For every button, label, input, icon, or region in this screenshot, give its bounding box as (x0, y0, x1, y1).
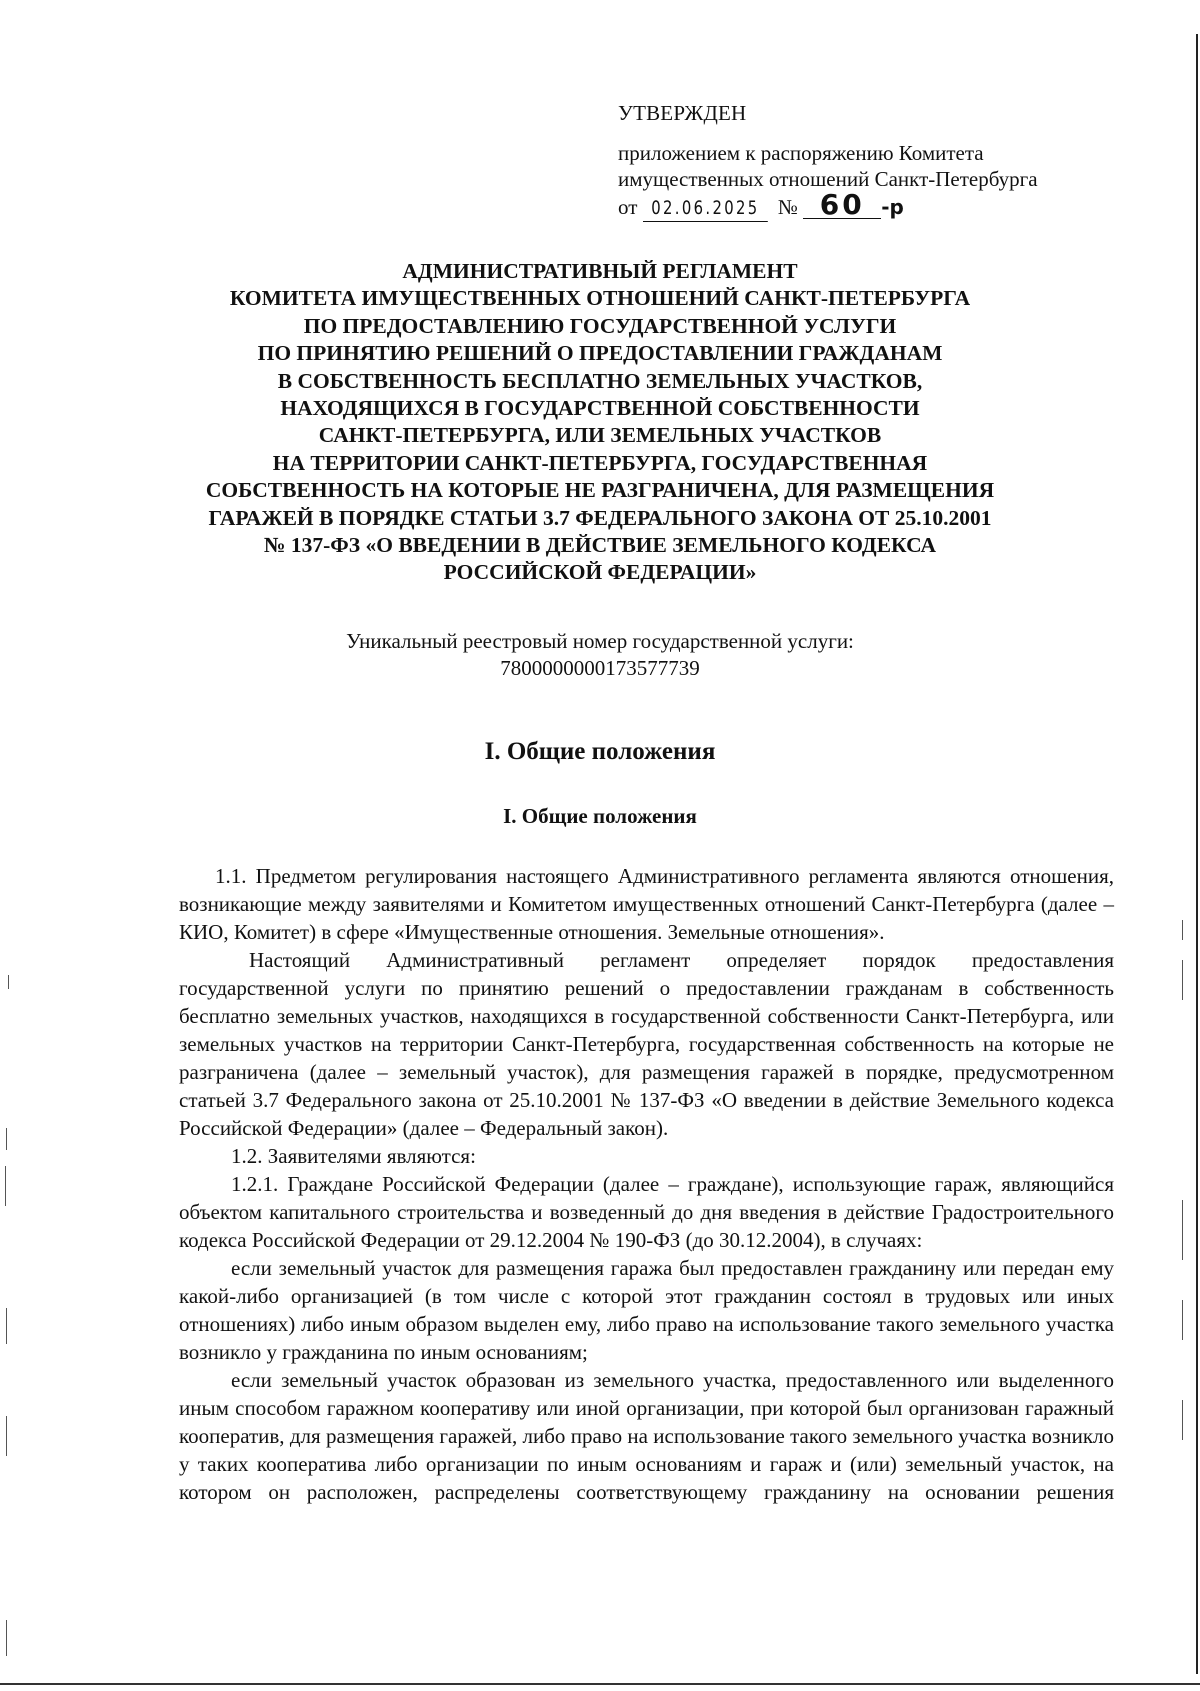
number-suffix: -р (881, 195, 904, 219)
scan-mark (5, 1166, 6, 1206)
title-line: В СОБСТВЕННОСТЬ БЕСПЛАТНО ЗЕМЕЛЬНЫХ УЧАСТКОВ, (277, 368, 923, 393)
title-line: № 137-ФЗ «О ВВЕДЕНИИ В ДЕЙСТВИЕ ЗЕМЕЛЬНОГО КОДЕКСА (263, 533, 937, 558)
section-subheading: I. Общие положения (503, 804, 697, 828)
title-line: РОССИЙСКОЙ ФЕДЕРАЦИИ» (443, 560, 757, 585)
paragraph-case-1: если земельный участок для размещения гаража был предоставлен гражданину или передан ему какой-либо организацией (в том числе с которой этот гражданин состоял в трудовых или иных отношениях) либо иным образом выделен ему, либо право на использование такого земельного участка возникло у гражданина по иным основаниям; (179, 1256, 1114, 1364)
scan-mark (1182, 1400, 1183, 1440)
title-line: НА ТЕРРИТОРИИ САНКТ-ПЕТЕРБУРГА, ГОСУДАРСТВЕННАЯ (272, 450, 928, 475)
approval-line-1: приложением к распоряжению Комитета (618, 141, 984, 165)
number-sign: № (777, 195, 798, 219)
registry-number: 7800000000173577739 (500, 656, 700, 680)
title-line: ПО ПРИНЯТИЮ РЕШЕНИЙ О ПРЕДОСТАВЛЕНИИ ГРАЖДАНАМ (257, 341, 943, 366)
approval-date-line (618, 188, 1118, 222)
scan-edge-bottom (0, 1683, 1200, 1685)
scan-mark (6, 1308, 7, 1344)
scan-mark (1182, 1300, 1183, 1340)
title-line: НАХОДЯЩИХСЯ В ГОСУДАРСТВЕННОЙ СОБСТВЕННОСТИ (280, 396, 920, 421)
registry-block (150, 628, 1050, 682)
title-line: САНКТ-ПЕТЕРБУРГА, ИЛИ ЗЕМЕЛЬНЫХ УЧАСТКОВ (318, 423, 882, 448)
registry-label: Уникальный реестровый номер государственной услуги: (346, 629, 854, 653)
title-line: ГАРАЖЕЙ В ПОРЯДКЕ СТАТЬИ 3.7 ФЕДЕРАЛЬНОГО ЗАКОНА ОТ 25.10.2001 (208, 505, 992, 530)
paragraph-1-2: 1.2. Заявителями являются: (231, 1144, 476, 1168)
title-line: СОБСТВЕННОСТЬ НА КОТОРЫЕ НЕ РАЗГРАНИЧЕНА, ДЛЯ РАЗМЕЩЕНИЯ (205, 478, 995, 503)
title-line: КОМИТЕТА ИМУЩЕСТВЕННЫХ ОТНОШЕНИЙ САНКТ-ПЕТЕРБУРГА (229, 286, 971, 311)
paragraph-case-2: если земельный участок образован из земельного участка, предоставленного или выделенного иным способом гаражном кооперативу или иной организации, при которой был организован гаражный кооператив, для размещения гаражей, либо право на использование такого земельного участка возникло у таких кооператива либо организации по иным основаниям и гараж и (или) земельный участок, на котором он расположен, распределены соответствующему гражданину на основании решения (179, 1368, 1114, 1504)
approval-title: УТВЕРЖДЕН (618, 101, 747, 125)
scan-mark (1182, 1200, 1183, 1260)
scan-mark (8, 975, 9, 989)
handwritten-date: 02.06.2025 (643, 195, 768, 222)
scan-mark (6, 1416, 7, 1456)
section-heading: I. Общие положения (484, 738, 716, 765)
scan-edge-right (1196, 34, 1198, 1674)
handwritten-number: 60 (803, 192, 881, 219)
document-title (150, 258, 1050, 587)
title-line: ПО ПРЕДОСТАВЛЕНИЮ ГОСУДАРСТВЕННОЙ УСЛУГИ (303, 313, 897, 338)
scan-mark (1182, 920, 1183, 940)
body-text (179, 862, 1114, 1506)
paragraph-scope: Настоящий Административный регламент определяет порядок предоставления государственной услуги по принятию решений о предоставлении гражданам в собственность бесплатно земельных участков, находящихся в государственной собственности Санкт-Петербурга, или земельных участков на территории Санкт-Петербурга, государственная собственность на которые не разграничена (далее – земельный участок), для размещения гаражей в порядке, предусмотренном статьей 3.7 Федерального закона от 25.10.2001 № 137-ФЗ «О введении в действие Земельного кодекса Российской Федерации» (далее – Федеральный закон). (179, 948, 1114, 1140)
paragraph-1-1: 1.1. Предметом регулирования настоящего Административного регламента являются отношения, возникающие между заявителями и Комитетом имущественных отношений Санкт-Петербурга (далее – КИО, Комитет) в сфере «Имущественные отношения. Земельные отношения». (179, 864, 1114, 944)
title-line: АДМИНИСТРАТИВНЫЙ РЕГЛАМЕНТ (402, 259, 798, 283)
scan-mark (1182, 960, 1183, 1000)
date-prefix: от (618, 195, 638, 219)
paragraph-1-2-1: 1.2.1. Граждане Российской Федерации (далее – граждане), использующие гараж, являющийся объектом капитального строительства и возведенный до дня введения в действие Градостроительного кодекса Российской Федерации от 29.12.2004 № 190-ФЗ (до 30.12.2004), в случаях: (179, 1172, 1114, 1252)
approval-line-2: имущественных отношений Санкт-Петербурга (618, 167, 1038, 191)
scan-mark (6, 1620, 7, 1656)
scan-mark (6, 1128, 7, 1150)
approval-block (618, 100, 1118, 222)
